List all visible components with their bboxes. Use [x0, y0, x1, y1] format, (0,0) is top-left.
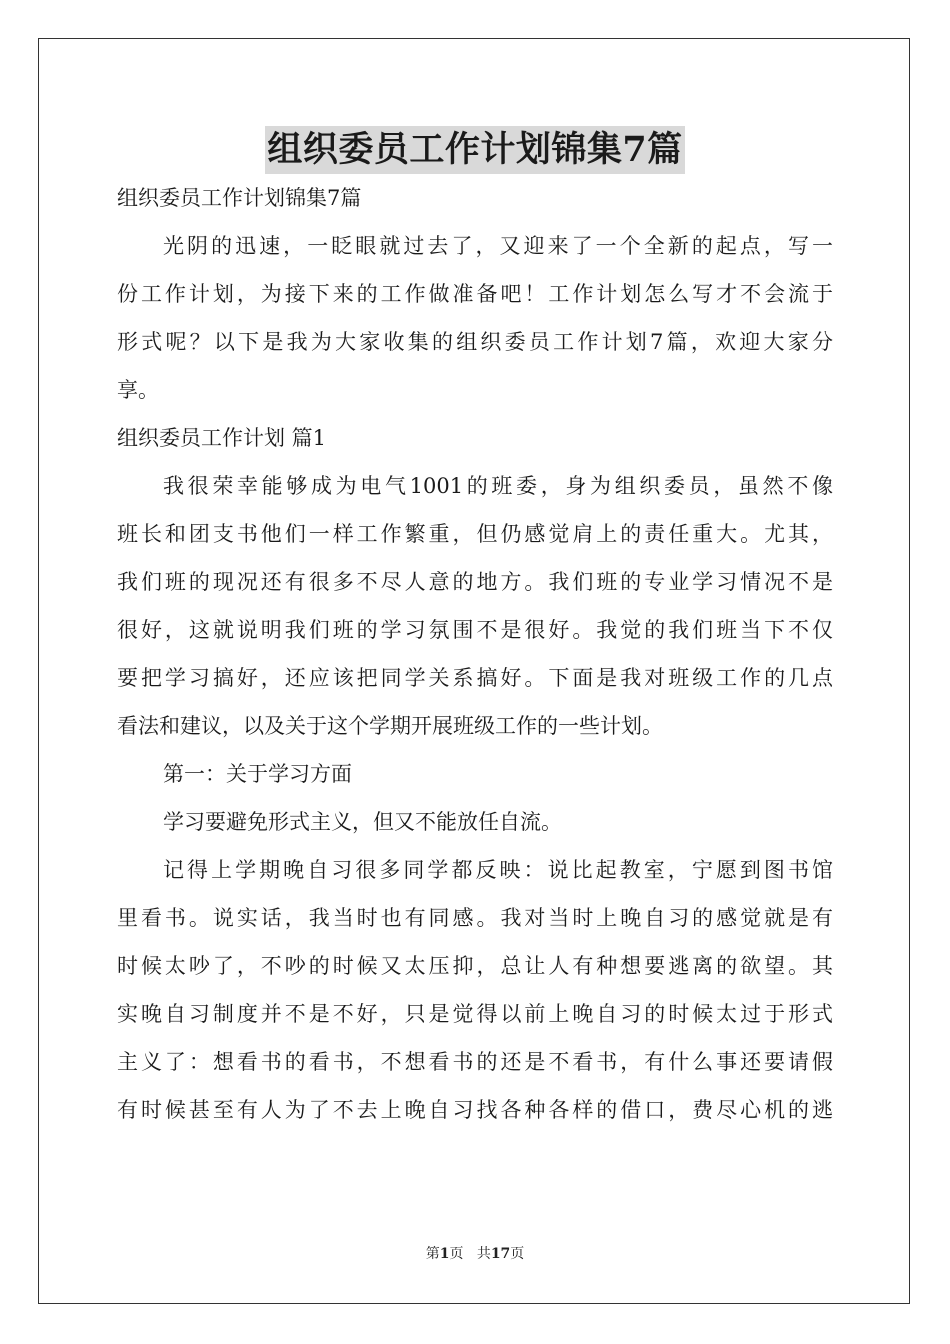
footer-prefix: 第 — [425, 1246, 440, 1262]
body-line-1: 组织委员工作计划锦集7篇 — [117, 186, 362, 210]
body-line-12: 看法和建议，以及关于这个学期开展班级工作的一些计划。 — [117, 714, 663, 738]
body-line-11: 要把学习搞好，还应该把同学关系搞好。下面是我对班级工作的几点 — [117, 666, 833, 690]
body-line-17: 时候太吵了，不吵的时候又太压抑，总让人有种想要逃离的欲望。其 — [117, 954, 833, 978]
footer-page-number: 1 — [439, 1246, 450, 1262]
body-line-3: 份工作计划，为接下来的工作做准备吧！工作计划怎么写才不会流于 — [117, 282, 833, 306]
body-line-5: 享。 — [117, 378, 159, 402]
body-line-14: 学习要避免形式主义，但又不能放任自流。 — [163, 810, 562, 834]
body-line-4: 形式呢？以下是我为大家收集的组织委员工作计划7篇，欢迎大家分 — [117, 330, 833, 354]
body-line-18: 实晚自习制度并不是不好，只是觉得以前上晚自习的时候太过于形式 — [117, 1002, 833, 1026]
document-body — [117, 180, 833, 1140]
body-line-16: 里看书。说实话，我当时也有同感。我对当时上晚自习的感觉就是有 — [117, 906, 833, 930]
section-heading-1: 组织委员工作计划 篇1 — [117, 426, 327, 450]
page-footer — [0, 1244, 950, 1264]
footer-page-unit: 页 — [449, 1246, 464, 1262]
subheading-study: 第一：关于学习方面 — [163, 762, 352, 786]
body-line-20: 有时候甚至有人为了不去上晚自习找各种各样的借口，费尽心机的逃 — [117, 1098, 833, 1122]
document-title — [0, 126, 950, 180]
footer-total-pages: 17 — [490, 1246, 511, 1262]
document-title-text: 组织委员工作计划锦集7篇 — [265, 126, 684, 174]
body-line-2: 光阴的迅速，一眨眼就过去了，又迎来了一个全新的起点，写一 — [163, 234, 833, 258]
footer-total-prefix: 共 — [476, 1246, 491, 1262]
body-line-15: 记得上学期晚自习很多同学都反映：说比起教室，宁愿到图书馆 — [163, 858, 833, 882]
body-line-7: 我很荣幸能够成为电气1001的班委，身为组织委员，虽然不像 — [163, 474, 833, 498]
footer-total-unit: 页 — [510, 1246, 525, 1262]
body-line-8: 班长和团支书他们一样工作繁重，但仍感觉肩上的责任重大。尤其， — [117, 522, 833, 546]
body-line-9: 我们班的现况还有很多不尽人意的地方。我们班的专业学习情况不是 — [117, 570, 833, 594]
body-line-10: 很好，这就说明我们班的学习氛围不是很好。我觉的我们班当下不仅 — [117, 618, 833, 642]
body-line-19: 主义了：想看书的看书，不想看书的还是不看书，有什么事还要请假 — [117, 1050, 833, 1074]
